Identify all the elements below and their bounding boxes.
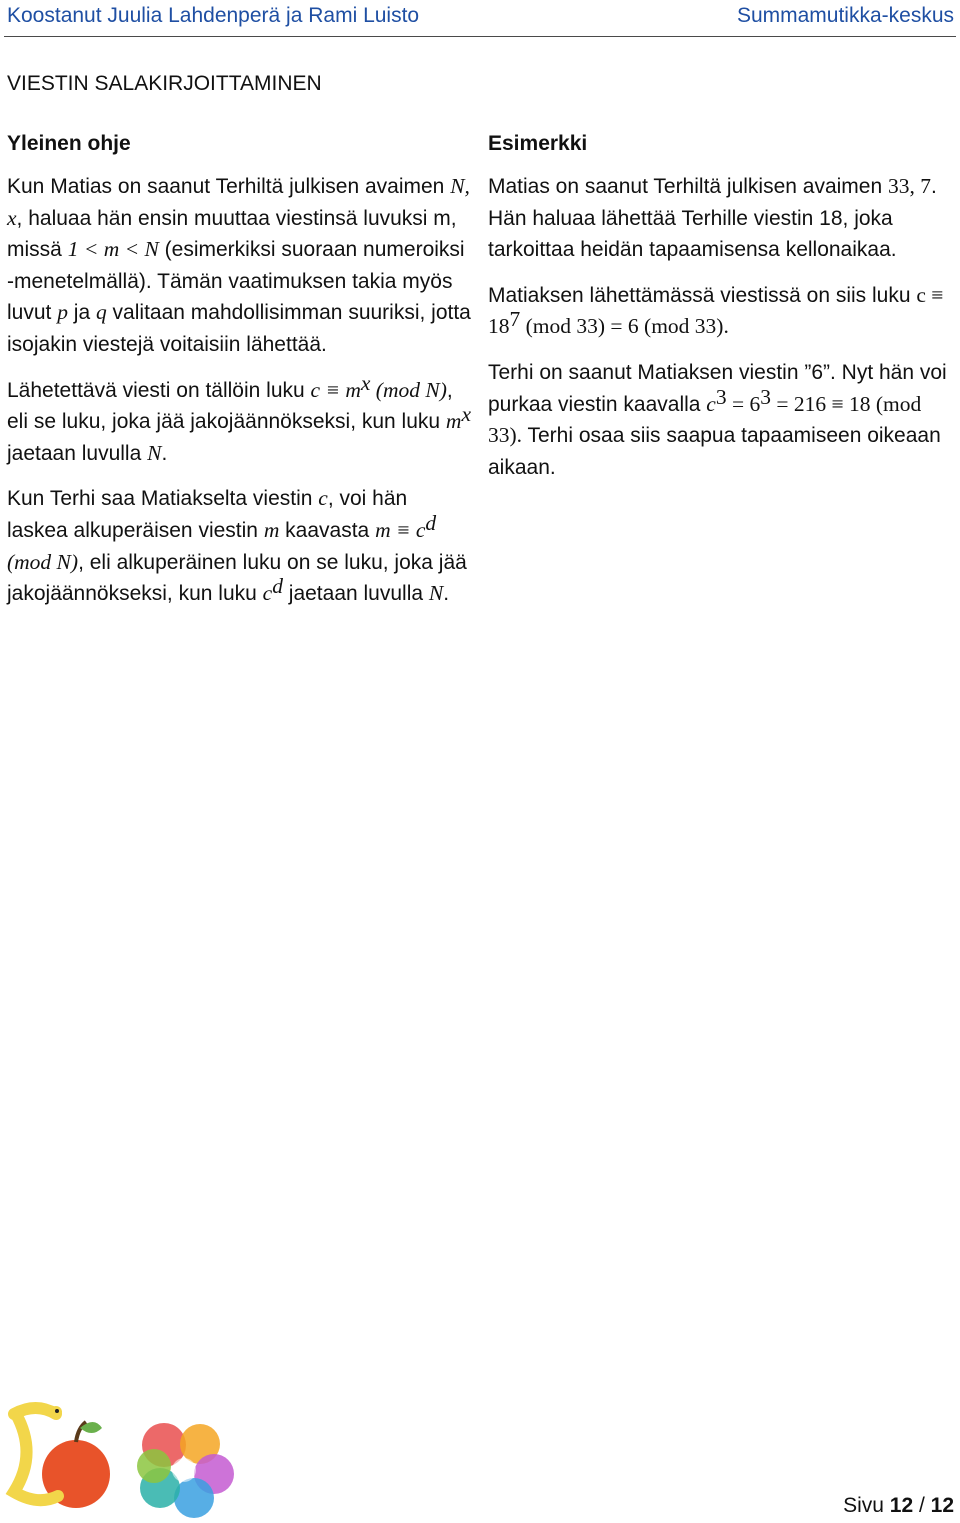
- text: , eli alkuperäinen luku on se luku, joka jää jakojäännökseksi, kun luku: [7, 550, 467, 606]
- math-c: c: [262, 581, 273, 606]
- page-number: [843, 1494, 954, 1518]
- math-c-congruent: c ≡: [310, 377, 346, 402]
- page-separator: /: [913, 1494, 931, 1517]
- math-range: 1 < m < N: [67, 237, 159, 262]
- page-prefix: Sivu: [843, 1494, 890, 1517]
- instructions-paragraph-2: [7, 370, 473, 470]
- example-paragraph-2: [488, 280, 950, 343]
- logos-graphic: [4, 1400, 244, 1518]
- footer-logos: [4, 1400, 244, 1518]
- text: Matias on saanut Terhiltä julkisen avaimen: [488, 175, 888, 198]
- math-encryption-lhs: c ≡ 18: [488, 282, 944, 339]
- math-q: q: [95, 300, 107, 325]
- text: Kun Terhi saa Matiakselta viestin: [7, 487, 319, 511]
- math-m: m: [445, 409, 462, 434]
- math-exponent-x: x: [360, 370, 371, 395]
- page-current: 12: [889, 1494, 914, 1517]
- petal-green-icon: [137, 1449, 171, 1483]
- math-exponent-3: 3: [715, 384, 727, 409]
- math-public-key: 33, 7: [888, 174, 931, 198]
- text: jaetaan luvulla: [282, 582, 429, 606]
- math-exponent-d: d: [425, 510, 437, 535]
- math-encryption-result: (mod 33) = 6 (mod 33).: [520, 314, 729, 339]
- math-exponent-x: x: [461, 402, 471, 427]
- text: , voi hän laskea alkuperäisen viestin: [7, 487, 408, 542]
- example-paragraph-3: [488, 357, 950, 483]
- math-m-congruent-c: m ≡ c: [375, 517, 426, 542]
- instructions-paragraph-3: [7, 483, 473, 609]
- math-six: = 6: [726, 391, 761, 416]
- page-title: VIESTIN SALAKIRJOITTAMINEN: [7, 72, 322, 95]
- example-paragraph-1: [488, 171, 950, 266]
- math-n: N: [428, 581, 444, 606]
- math-mod-n: (mod N): [370, 377, 447, 402]
- text: Matiaksen lähettämässä viestissä on siis luku: [488, 283, 917, 307]
- text: Terhi osaa siis saapua tapaamiseen oikeaan aikaan.: [488, 424, 941, 479]
- math-c: c: [706, 391, 716, 416]
- petal-blue-icon: [174, 1478, 214, 1518]
- math-m: m: [345, 377, 361, 402]
- math-p: p: [57, 300, 68, 325]
- page-header: [4, 0, 956, 37]
- flower-center-icon: [172, 1458, 196, 1482]
- worm-eye-icon: [55, 1409, 59, 1413]
- text: kaavasta: [279, 518, 376, 542]
- header-authors: Koostanut Juulia Lahdenperä ja Rami Luisto: [7, 4, 420, 27]
- header-organization: Summamutikka-keskus: [736, 4, 954, 27]
- text: Lähetettävä viesti on tällöin luku: [7, 378, 311, 402]
- text: ja: [67, 301, 96, 325]
- math-n: N: [147, 440, 162, 465]
- math-c: c: [318, 486, 328, 511]
- math-exponent-7: 7: [509, 307, 521, 332]
- text: .: [443, 582, 450, 606]
- text: Kun Matias on saanut Terhiltä julkisen avaimen: [7, 175, 451, 198]
- text: . Hän haluaa lähettää Terhille viestin 18, joka tarkoittaa heidän tapaamisensa kellonaikaa.: [488, 175, 937, 262]
- example-heading: Esimerkki: [488, 132, 588, 155]
- instructions-paragraph-1: [7, 171, 473, 361]
- text: (esimerkiksi suoraan numeroiksi -menetelmällä). Tämän vaatimuksen takia myös luvut: [7, 238, 465, 325]
- text: .: [161, 441, 168, 465]
- math-exponent-d: d: [272, 574, 283, 599]
- general-instructions-heading: Yleinen ohje: [7, 132, 131, 155]
- text: , haluaa hän ensin muuttaa viestinsä luvuksi m, missä: [7, 206, 457, 262]
- text: Terhi on saanut Matiaksen viestin ”6”. Nyt hän voi purkaa viestin kaavalla: [488, 360, 947, 416]
- text: jaetaan luvulla: [7, 441, 148, 465]
- flower-logo: [137, 1423, 234, 1518]
- math-mod-n: (mod N): [7, 549, 79, 574]
- math-decryption-result: = 216 ≡ 18 (mod 33).: [488, 391, 922, 448]
- math-m: m: [263, 517, 280, 542]
- math-exponent-3: 3: [760, 384, 771, 409]
- general-instructions-column: [7, 130, 473, 624]
- text: valitaan mahdollisimman suuriksi, jotta isojakin viestejä voitaisiin lähettää.: [7, 301, 471, 356]
- math-key: N, x: [7, 174, 470, 230]
- example-column: [488, 130, 950, 497]
- text: , eli se luku, joka jää jakojäännökseksi, kun luku: [7, 378, 453, 434]
- sigma-worm-apple-logo: [14, 1406, 110, 1508]
- page-total: 12: [930, 1494, 954, 1517]
